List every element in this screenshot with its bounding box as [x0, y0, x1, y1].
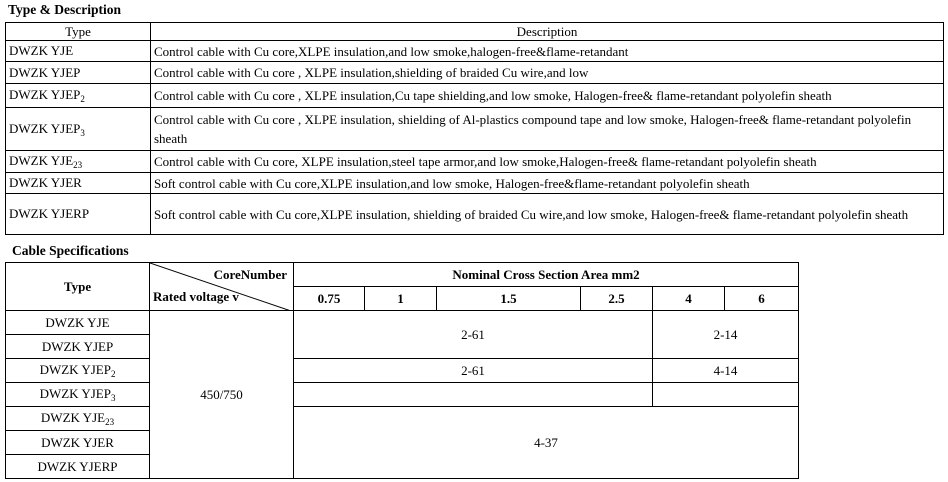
range-cell-empty	[294, 383, 653, 407]
type-cell: DWZK YJERP	[6, 194, 151, 235]
table-row	[6, 383, 799, 407]
type-cell: DWZK YJEP	[6, 62, 151, 84]
description-cell: Control cable with Cu core , XLPE insulation, shielding of Al-plastics compound tape and low smoke, Halogen-free& flame-retandant polyolefin sheath	[151, 108, 944, 151]
column-header-type: Type	[6, 23, 151, 41]
range-cell: 2-61	[294, 311, 653, 359]
table-row	[6, 173, 944, 194]
corenumber-voltage-header	[150, 263, 294, 311]
type-cell: DWZK $YJEP_2$	[6, 359, 150, 383]
core-number-label: CoreNumber	[213, 267, 287, 282]
table-row	[6, 359, 799, 383]
size-header: 1	[365, 287, 437, 311]
type-cell: DWZK YJER	[6, 173, 151, 194]
table-row	[6, 108, 944, 151]
description-cell: Soft control cable with Cu core,XLPE insulation,and low smoke, Halogen-free&flame-retandant polyolefin sheath	[151, 173, 944, 194]
size-header: 1.5	[437, 287, 581, 311]
nominal-cross-section-header: Nominal Cross Section Area mm2	[294, 263, 799, 287]
size-header: 6	[725, 287, 799, 311]
type-cell: DWZK YJEP	[6, 335, 150, 359]
type-cell: DWZK YJE	[6, 311, 150, 335]
column-header-description: Description	[151, 23, 944, 41]
section-title-cable-specifications: Cable Specifications	[12, 243, 129, 258]
table-row	[6, 194, 944, 235]
table-row	[6, 62, 944, 84]
range-cell: 4-14	[653, 359, 799, 383]
range-cell: 2-61	[294, 359, 653, 383]
type-cell: DWZK YJERP	[6, 455, 150, 479]
description-cell: Soft control cable with Cu core,XLPE insulation, shielding of braided Cu wire,and low smoke, Halogen-free& flame-retandant polyolefin sheath	[151, 194, 944, 235]
table-header-row	[6, 263, 799, 287]
range-cell: 2-14	[653, 311, 799, 359]
table-row	[6, 84, 944, 108]
section-title-type-description: Type & Description	[8, 2, 121, 17]
type-cell: DWZK $YJE_{23}$	[6, 407, 150, 431]
description-cell: Control cable with Cu core, XLPE insulation,steel tape armor,and low smoke,Halogen-free& flame-retandant polyolefin sheath	[151, 151, 944, 173]
table-row	[6, 151, 944, 173]
size-header: 0.75	[294, 287, 365, 311]
type-cell: DWZK YJE	[6, 41, 151, 62]
cable-specifications-table	[5, 262, 799, 479]
voltage-cell: 450/750	[150, 311, 294, 479]
description-cell: Control cable with Cu core,XLPE insulation,and low smoke,halogen-free&flame-retandant	[151, 41, 944, 62]
range-cell-empty	[653, 383, 799, 407]
table-row	[6, 41, 944, 62]
table-row	[6, 407, 799, 431]
type-cell: DWZK $YJE_{23}$	[6, 151, 151, 173]
range-cell: 4-37	[294, 407, 799, 479]
type-cell: DWZK $YJEP_3$	[6, 383, 150, 407]
type-cell: DWZK YJER	[6, 431, 150, 455]
description-cell: Control cable with Cu core , XLPE insulation,shielding of braided Cu wire,and low	[151, 62, 944, 84]
rated-voltage-label: Rated voltage v	[153, 289, 239, 304]
size-header: 2.5	[581, 287, 653, 311]
column-header-type: Type	[6, 263, 150, 311]
size-header: 4	[653, 287, 725, 311]
type-cell: DWZK $YJEP_3$	[6, 108, 151, 151]
type-cell: DWZK $YJEP_2$	[6, 84, 151, 108]
description-cell: Control cable with Cu core , XLPE insulation,Cu tape shielding,and low smoke, Halogen-free& flame-retandant polyolefin sheath	[151, 84, 944, 108]
table-row	[6, 311, 799, 335]
table-header-row	[6, 23, 944, 41]
type-description-table	[5, 22, 944, 235]
